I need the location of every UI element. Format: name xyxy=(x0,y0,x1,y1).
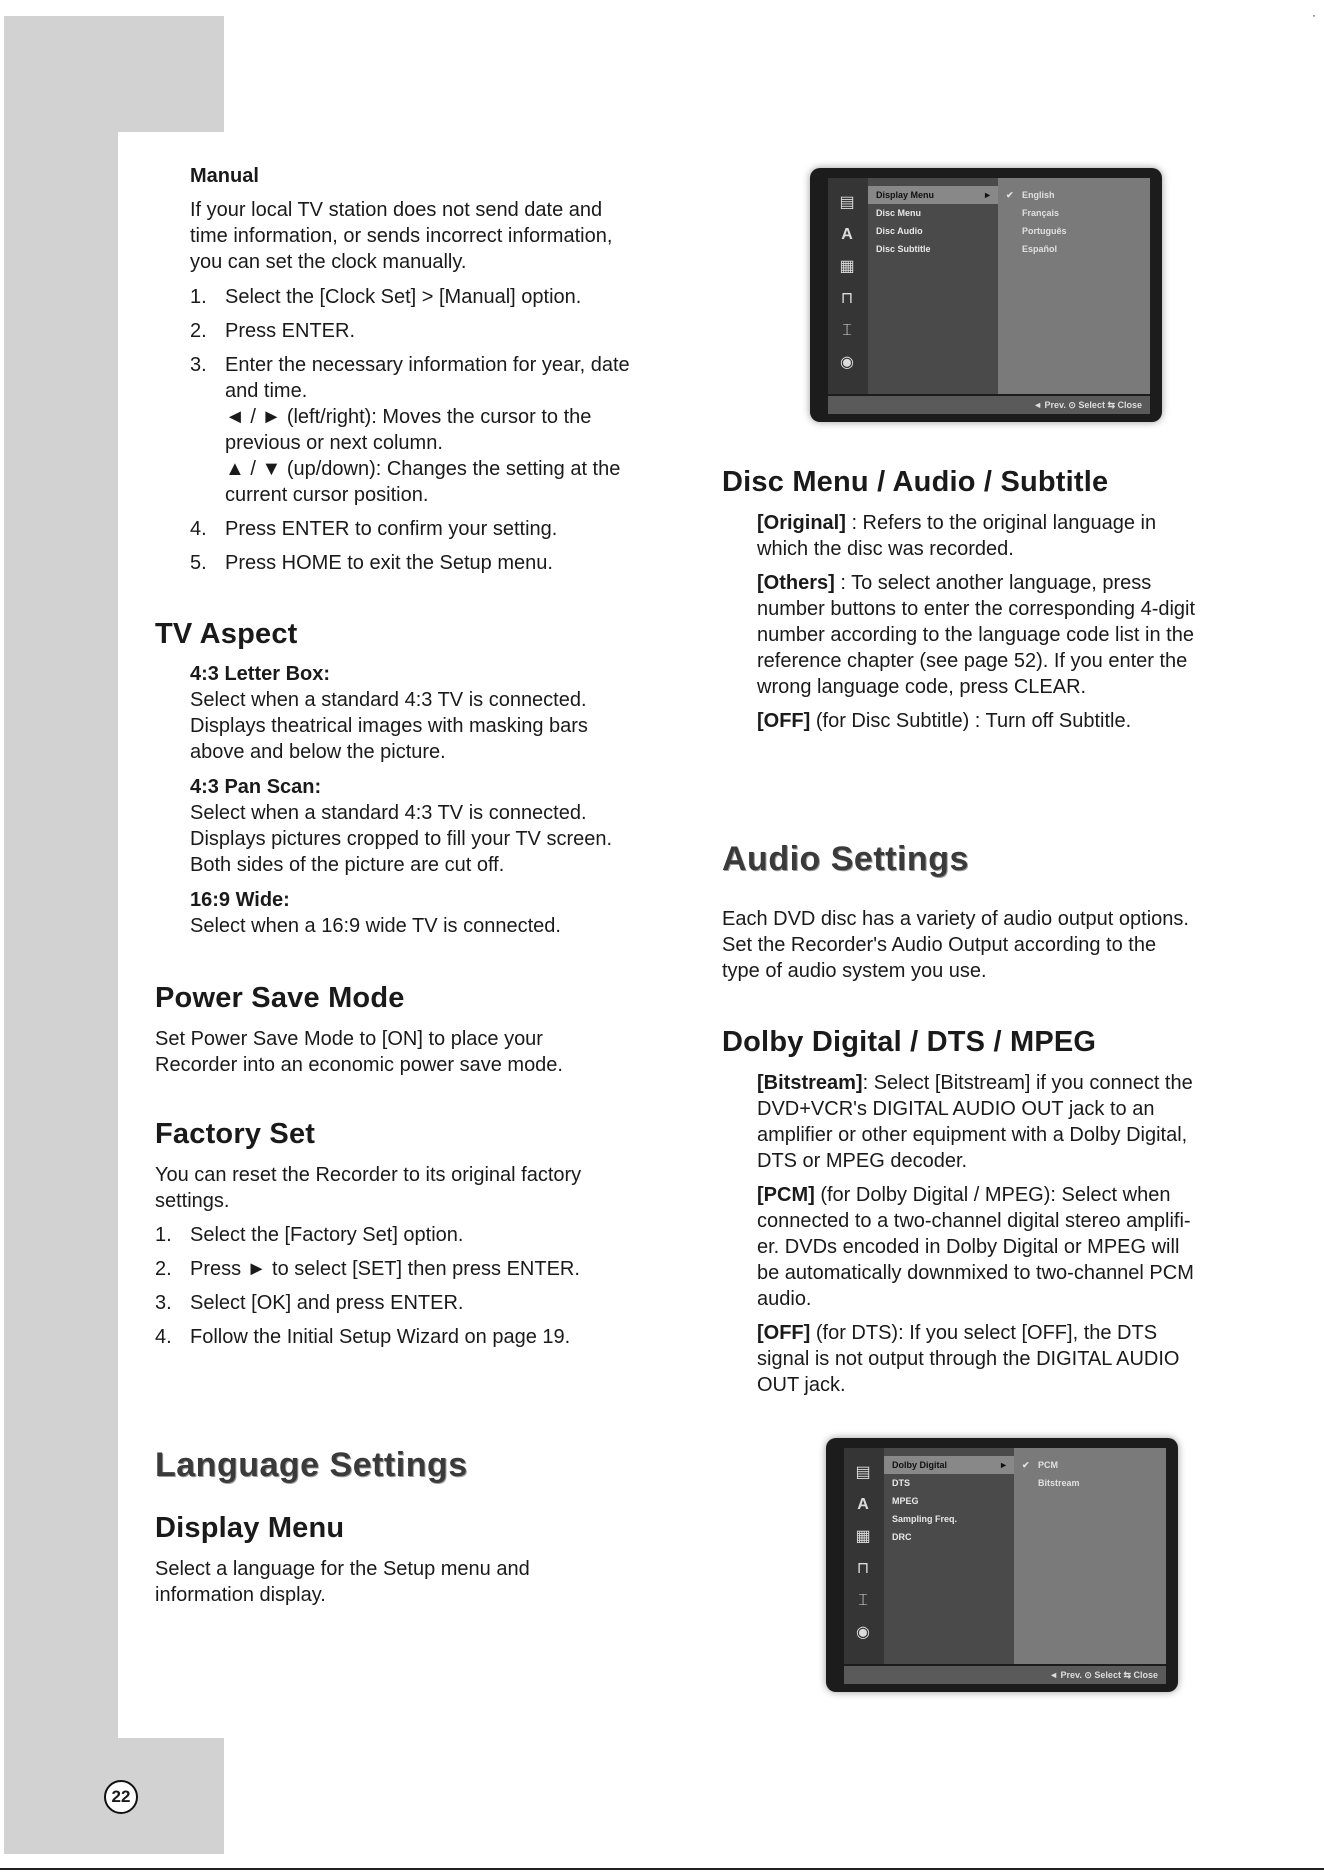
step-item: 2. Press ENTER. xyxy=(190,320,356,342)
text-line: Displays theatrical images with masking bars xyxy=(190,715,588,737)
text-line: above and below the picture. xyxy=(190,741,446,763)
audio-tab-icon: ▦ xyxy=(855,1528,871,1545)
menu-item-disc-subtitle[interactable]: Disc Subtitle xyxy=(876,244,931,254)
text-line: amplifier or other equipment with a Dolby Digital, xyxy=(757,1124,1188,1146)
text-line: er. DVDs encoded in Dolby Digital or MPEG will xyxy=(757,1236,1180,1258)
lock-tab-icon: ⊓ xyxy=(856,1560,870,1577)
text-line: Set the Recorder's Audio Output according to the xyxy=(722,934,1157,956)
option-bitstream[interactable]: Bitstream xyxy=(1038,1478,1080,1488)
option-espanol[interactable]: Español xyxy=(1022,244,1058,254)
text-line: Select when a 16:9 wide TV is connected. xyxy=(190,915,561,937)
factory-set-steps xyxy=(155,1222,685,1350)
display-menu-title: Display Menu xyxy=(155,1512,345,1544)
text-line: Displays pictures cropped to fill your TV screen. xyxy=(190,828,613,850)
power-save-title: Power Save Mode xyxy=(155,982,405,1014)
aspect-label: 4:3 Letter Box: xyxy=(190,663,331,685)
text-line: information display. xyxy=(155,1584,326,1606)
text-line: [Bitstream]: Select [Bitstream] if you connect the xyxy=(757,1072,1193,1094)
language-menu-screen xyxy=(810,168,1162,422)
aspect-label: 16:9 Wide: xyxy=(190,889,290,911)
option-portugues[interactable]: Português xyxy=(1022,226,1067,236)
check-icon: ✔ xyxy=(1022,1460,1030,1470)
factory-set-intro xyxy=(155,1162,685,1214)
corner-mark: · xyxy=(1312,8,1316,22)
language-settings-title: Language Settings xyxy=(155,1446,468,1484)
text-line: audio. xyxy=(757,1288,812,1310)
text-line: DTS or MPEG decoder. xyxy=(757,1150,968,1172)
disc-menu-body xyxy=(757,510,1257,734)
text-line: be automatically downmixed to two-channel PCM xyxy=(757,1262,1194,1284)
option-english[interactable]: ✔ English xyxy=(998,186,1150,204)
menu-item-display-menu[interactable]: Display Menu ► xyxy=(868,186,998,204)
text-line: You can reset the Recorder to its original factory xyxy=(155,1164,582,1186)
lock-tab-icon: ⊓ xyxy=(840,290,854,307)
page-side-strip xyxy=(4,16,118,1854)
screen-option-list xyxy=(1014,1448,1166,1664)
step-item: 4. Follow the Initial Setup Wizard on page 19. xyxy=(155,1326,571,1348)
text-line: Set Power Save Mode to [ON] to place your xyxy=(155,1028,543,1050)
menu-item-drc[interactable]: DRC xyxy=(892,1532,912,1542)
screen-panel xyxy=(844,1448,1166,1664)
manual-steps xyxy=(190,284,700,576)
text-line: wrong language code, press CLEAR. xyxy=(757,676,1087,698)
step-item: 3. Select [OK] and press ENTER. xyxy=(155,1292,464,1314)
factory-set-title: Factory Set xyxy=(155,1118,316,1150)
step-item: 5. Press HOME to exit the Setup menu. xyxy=(190,552,553,574)
menu-item-mpeg[interactable]: MPEG xyxy=(892,1496,919,1506)
text-line: signal is not output through the DIGITAL AUDIO xyxy=(757,1348,1180,1370)
text-line: If your local TV station does not send date and xyxy=(190,199,603,221)
audio-settings-title: Audio Settings xyxy=(722,840,969,878)
option-pcm[interactable]: ✔ PCM xyxy=(1014,1456,1166,1474)
audio-tab-icon: ▦ xyxy=(839,258,855,275)
text-line: Select when a standard 4:3 TV is connected. xyxy=(190,802,587,824)
general-tab-icon: ▤ xyxy=(839,194,855,211)
audio-settings-body xyxy=(722,906,1262,984)
step-item: 4. Press ENTER to confirm your setting. xyxy=(190,518,558,540)
text-line: settings. xyxy=(155,1190,230,1212)
general-tab-icon: ▤ xyxy=(855,1464,871,1481)
text-line: Each DVD disc has a variety of audio output options. xyxy=(722,908,1189,930)
text-line: connected to a two-channel digital stereo amplifi- xyxy=(757,1210,1191,1232)
screen-option-list xyxy=(998,178,1150,394)
display-menu-body xyxy=(155,1556,675,1608)
text-line: type of audio system you use. xyxy=(722,960,987,982)
manual-title: Manual xyxy=(190,165,259,187)
menu-item-disc-audio[interactable]: Disc Audio xyxy=(876,226,923,236)
text-line: number buttons to enter the corresponding 4-digit xyxy=(757,598,1196,620)
dolby-title: Dolby Digital / DTS / MPEG xyxy=(722,1026,1097,1058)
screen-footer: ◄ Prev. ⊙ Select ⇆ Close xyxy=(828,396,1150,414)
bottom-rule xyxy=(0,1868,1324,1870)
text-line: [PCM] (for Dolby Digital / MPEG): Select when xyxy=(757,1184,1171,1206)
step-item: 2. Press ► to select [SET] then press ENTER. xyxy=(155,1258,580,1280)
step-item: 1. Select the [Clock Set] > [Manual] option. xyxy=(190,286,582,308)
recording-tab-icon: ⌶ xyxy=(858,1592,868,1609)
dolby-body xyxy=(757,1070,1267,1398)
text-line: time information, or sends incorrect information, xyxy=(190,225,613,247)
audio-menu-screen xyxy=(826,1438,1178,1692)
text-line: OUT jack. xyxy=(757,1374,846,1396)
text-line: reference chapter (see page 52). If you enter the xyxy=(757,650,1188,672)
screen-panel xyxy=(828,178,1150,394)
screen-menu-list xyxy=(868,178,998,394)
text-line: [OFF] (for Disc Subtitle) : Turn off Subtitle. xyxy=(757,710,1132,732)
text-line: [Others] : To select another language, press xyxy=(757,572,1152,594)
text-line: [OFF] (for DTS): If you select [OFF], the DTS xyxy=(757,1322,1158,1344)
manual-intro xyxy=(190,197,690,275)
disc-menu-title: Disc Menu / Audio / Subtitle xyxy=(722,466,1109,498)
text-line: you can set the clock manually. xyxy=(190,251,467,273)
aspect-label: 4:3 Pan Scan: xyxy=(190,776,322,798)
recording-tab-icon: ⌶ xyxy=(842,322,852,339)
step-item: 1. Select the [Factory Set] option. xyxy=(155,1224,464,1246)
screen-icon-bar xyxy=(844,1448,884,1664)
page-number: 22 xyxy=(104,1780,138,1814)
power-save-body xyxy=(155,1026,675,1078)
text-line: [Original] : Refers to the original language in xyxy=(757,512,1157,534)
text-line: Recorder into an economic power save mode. xyxy=(155,1054,563,1076)
screen-icon-bar xyxy=(828,178,868,394)
menu-item-sampling-freq[interactable]: Sampling Freq. xyxy=(892,1514,958,1524)
disc-tab-icon: ◉ xyxy=(856,1624,870,1641)
text-line: Both sides of the picture are cut off. xyxy=(190,854,505,876)
tv-aspect-title: TV Aspect xyxy=(155,618,298,650)
text-line: which the disc was recorded. xyxy=(757,538,1014,560)
text-line: Select when a standard 4:3 TV is connected. xyxy=(190,689,587,711)
disc-tab-icon: ◉ xyxy=(840,354,854,371)
text-line: DVD+VCR's DIGITAL AUDIO OUT jack to an xyxy=(757,1098,1155,1120)
screen-footer: ◄ Prev. ⊙ Select ⇆ Close xyxy=(844,1666,1166,1684)
tv-aspect-items xyxy=(190,661,690,939)
language-tab-icon: A xyxy=(841,226,853,243)
menu-item-disc-menu[interactable]: Disc Menu xyxy=(876,208,922,218)
menu-item-dts[interactable]: DTS xyxy=(892,1478,910,1488)
check-icon: ✔ xyxy=(1006,190,1014,200)
text-line: number according to the language code list in the xyxy=(757,624,1194,646)
screen-menu-list xyxy=(884,1448,1014,1664)
option-francais[interactable]: Français xyxy=(1022,208,1060,218)
language-tab-icon: A xyxy=(857,1496,869,1513)
menu-item-dolby-digital[interactable]: Dolby Digital ► xyxy=(884,1456,1014,1474)
text-line: Select a language for the Setup menu and xyxy=(155,1558,530,1580)
step-item: 3. Enter the necessary information for year, date and time. ◄ / ► (left/right): Moves the cursor to the previous or next column. ▲ / ▼ (up/down): Changes the setting at the current cursor position. xyxy=(190,354,630,506)
